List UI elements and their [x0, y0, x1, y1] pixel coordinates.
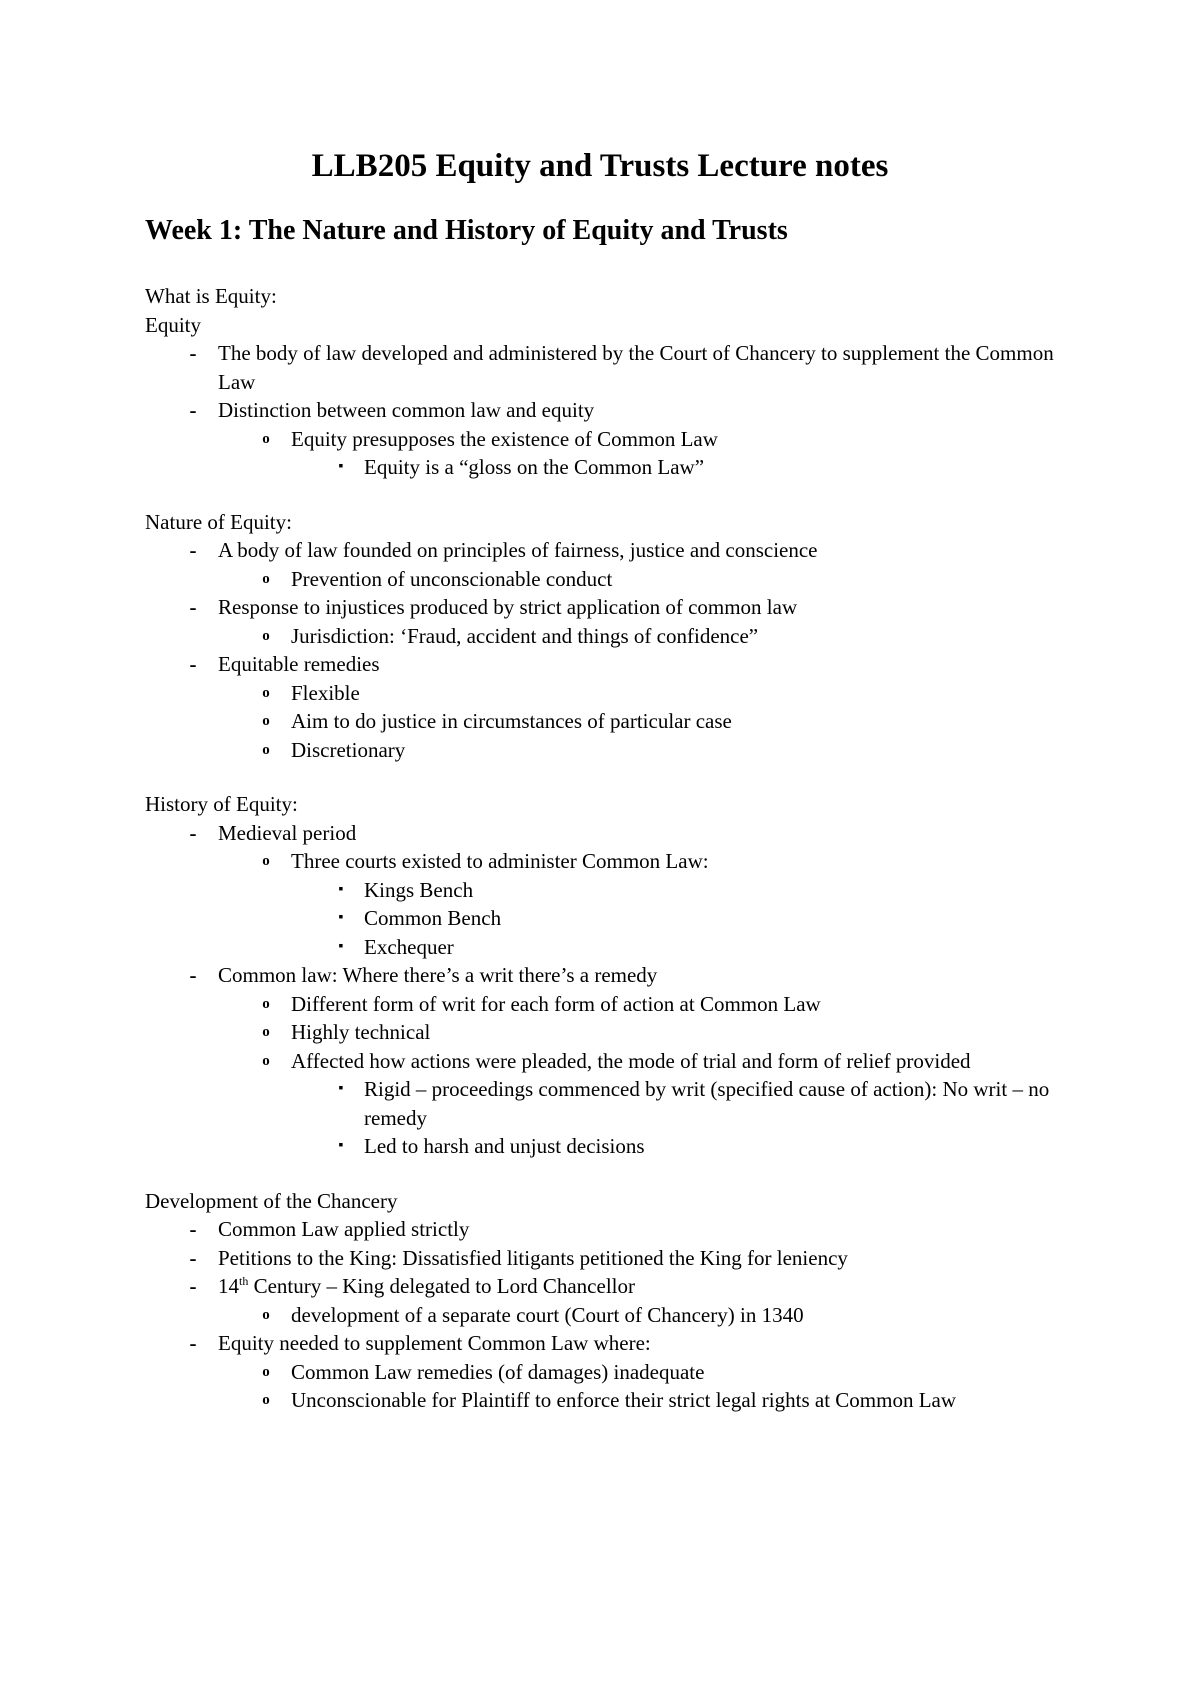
- item-text: Discretionary: [291, 737, 406, 762]
- dash-bullet: -: [189, 398, 197, 422]
- sub-list: [218, 425, 1075, 482]
- dash-bullet: -: [189, 1331, 197, 1355]
- circle-bullet: o: [262, 1024, 270, 1040]
- list-item: [145, 593, 1075, 650]
- circle-bullet: o: [262, 741, 270, 758]
- list-item: [291, 876, 1075, 905]
- list-item: [145, 1329, 1075, 1415]
- item-text: Response to injustices produced by strict application of common law: [218, 595, 798, 619]
- sub-list: [218, 990, 1075, 1161]
- item-text-post: Century – King delegated to Lord Chancellor: [248, 1274, 635, 1298]
- week-heading: Week 1: The Nature and History of Equity and Trusts: [145, 215, 788, 246]
- list-item: [145, 1272, 1075, 1329]
- item-text: Petitions to the King: Dissatisfied litigants petitioned the King for leniency: [218, 1245, 848, 1270]
- dash-bullet: -: [189, 1274, 197, 1298]
- item-text: Equity is a “gloss on the Common Law”: [364, 455, 705, 479]
- dash-bullet: -: [189, 538, 197, 562]
- dash-bullet: -: [189, 820, 197, 845]
- list-item: [291, 904, 1075, 933]
- item-text: Jurisdiction: ‘Fraud, accident and things of confidence”: [291, 623, 759, 648]
- circle-bullet: o: [262, 570, 270, 587]
- dash-bullet: -: [189, 963, 197, 987]
- square-bullet: ▪: [338, 1138, 344, 1153]
- dash-bullet: -: [189, 1217, 197, 1241]
- item-text: Equity presupposes the existence of Common Law: [291, 426, 718, 451]
- sub-list: [218, 565, 1075, 594]
- list-item: [145, 1215, 1075, 1244]
- list-item: [218, 1386, 1075, 1415]
- section-heading: Development of the Chancery: [145, 1188, 398, 1213]
- item-text: Common Bench: [364, 906, 502, 930]
- item-text: A body of law founded on principles of fairness, justice and conscience: [218, 538, 818, 562]
- document-title: LLB205 Equity and Trusts Lecture notes: [311, 148, 889, 184]
- dash-bullet: -: [189, 595, 197, 619]
- list-item: [145, 1244, 1075, 1273]
- circle-bullet: o: [262, 713, 270, 729]
- item-text: Equitable remedies: [218, 652, 380, 676]
- list-item: [218, 1047, 1075, 1161]
- item-text-pre: 14: [218, 1274, 239, 1298]
- circle-bullet: o: [262, 684, 270, 701]
- item-text: Rigid – proceedings commenced by writ (specified cause of action): No writ – no remedy: [364, 1077, 1050, 1130]
- item-text: Affected how actions were pleaded, the mode of trial and form of relief provided: [291, 1048, 971, 1073]
- item-text: Equity needed to supplement Common Law where:: [218, 1331, 651, 1355]
- list-item: [218, 990, 1075, 1019]
- list-item: [145, 536, 1075, 593]
- sub-list: [218, 679, 1075, 765]
- sub-list: [218, 847, 1075, 961]
- item-text: Prevention of unconscionable conduct: [291, 566, 613, 591]
- list-item: [291, 1132, 1075, 1161]
- item-text: Three courts existed to administer Common Law:: [291, 849, 709, 873]
- list-item: [145, 819, 1075, 962]
- circle-bullet: o: [262, 627, 270, 644]
- list-item: [291, 933, 1075, 962]
- circle-bullet: o: [262, 1306, 270, 1323]
- list-item: [218, 1358, 1075, 1387]
- list-item: [291, 453, 1075, 482]
- notes-body: [145, 282, 1075, 1415]
- circle-bullet: o: [262, 1392, 270, 1408]
- section-heading: Nature of Equity:: [145, 509, 292, 534]
- square-bullet: ▪: [338, 910, 344, 925]
- list-item: [218, 622, 1075, 651]
- list-item: [218, 1018, 1075, 1047]
- list-item: [218, 425, 1075, 482]
- item-text: Led to harsh and unjust decisions: [364, 1134, 645, 1158]
- list-item: [145, 396, 1075, 482]
- bullet-list: [145, 819, 1075, 1161]
- sub-sub-list: [291, 1075, 1075, 1161]
- bullet-list: [145, 1215, 1075, 1415]
- item-text: The body of law developed and administered by the Court of Chancery to supplement the Common Law: [218, 341, 1054, 394]
- item-text: Highly technical: [291, 1020, 431, 1044]
- circle-bullet: o: [262, 853, 270, 869]
- dash-bullet: -: [189, 341, 197, 365]
- circle-bullet: o: [262, 995, 270, 1012]
- item-text: development of a separate court (Court of Chancery) in 1340: [291, 1302, 804, 1327]
- item-text: Different form of writ for each form of action at Common Law: [291, 991, 821, 1016]
- item-text: Aim to do justice in circumstances of particular case: [291, 709, 732, 733]
- list-item: [218, 679, 1075, 708]
- section-heading: What is Equity:: [145, 284, 277, 308]
- item-text: Common law: Where there’s a writ there’s a remedy: [218, 963, 658, 987]
- list-item: [218, 565, 1075, 594]
- list-item: [291, 1075, 1075, 1132]
- square-bullet: ▪: [338, 459, 344, 474]
- item-text: Distinction between common law and equity: [218, 398, 595, 422]
- square-bullet: ▪: [338, 938, 344, 954]
- item-text: Flexible: [291, 680, 360, 705]
- dash-bullet: -: [189, 652, 197, 676]
- item-text: Common Law applied strictly: [218, 1217, 470, 1241]
- circle-bullet: o: [262, 1052, 270, 1069]
- section-subheading: Equity: [145, 312, 201, 337]
- item-text: Unconscionable for Plaintiff to enforce their strict legal rights at Common Law: [291, 1388, 957, 1412]
- bullet-list: [145, 536, 1075, 764]
- item-text: Kings Bench: [364, 877, 474, 902]
- circle-bullet: o: [262, 1363, 270, 1380]
- list-item: [145, 339, 1075, 396]
- section-heading: History of Equity:: [145, 792, 298, 816]
- bullet-list: [145, 339, 1075, 482]
- sub-sub-list: [291, 876, 1075, 962]
- square-bullet: ▪: [338, 1081, 344, 1096]
- sub-list: [218, 1358, 1075, 1415]
- item-text: Common Law remedies (of damages) inadequate: [291, 1359, 705, 1384]
- list-item: [218, 736, 1075, 765]
- ordinal-suffix: th: [239, 1274, 249, 1288]
- item-text: Exchequer: [364, 934, 454, 959]
- list-item: [218, 1301, 1075, 1330]
- list-item: [218, 707, 1075, 736]
- list-item: [145, 961, 1075, 1161]
- dash-bullet: -: [189, 1245, 197, 1270]
- sub-list: [218, 1301, 1075, 1330]
- sub-sub-list: [291, 453, 1075, 482]
- sub-list: [218, 622, 1075, 651]
- circle-bullet: o: [262, 430, 270, 447]
- list-item: [145, 650, 1075, 764]
- item-text: Medieval period: [218, 820, 357, 845]
- square-bullet: ▪: [338, 881, 344, 897]
- list-item: [218, 847, 1075, 961]
